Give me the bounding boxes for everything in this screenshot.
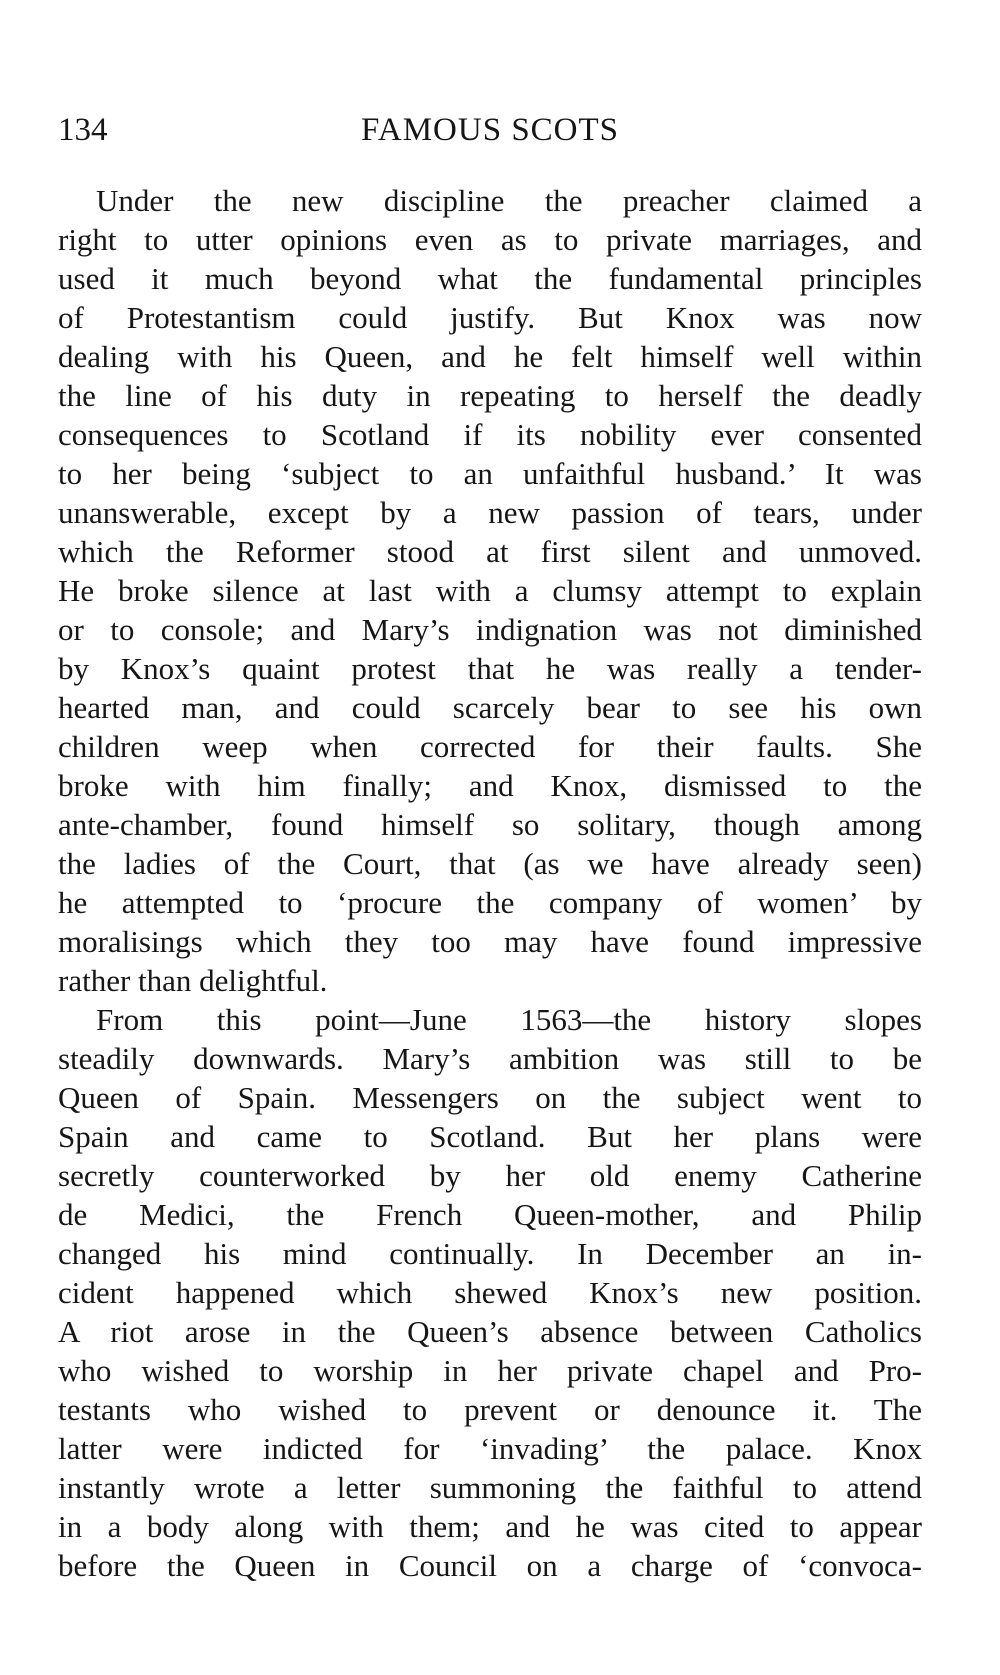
text-line: he attempted to ‘procure the company of women’ by xyxy=(58,885,922,920)
text-line: the line of his duty in repeating to herself the deadly xyxy=(58,378,922,413)
text-line: secretly counterworked by her old enemy Catherine xyxy=(58,1158,922,1193)
text-line: A riot arose in the Queen’s absence between Catholics xyxy=(58,1314,922,1349)
text-line: testants who wished to prevent or denounce it. The xyxy=(58,1392,922,1427)
text-line: to her being ‘subject to an unfaithful husband.’ It was xyxy=(58,456,922,491)
text-line: right to utter opinions even as to private marriages, and xyxy=(58,222,922,257)
text-line: Queen of Spain. Messengers on the subject went to xyxy=(58,1080,922,1115)
text-line: the ladies of the Court, that (as we have already seen) xyxy=(58,846,922,881)
body-text xyxy=(58,181,922,1585)
text-line: by Knox’s quaint protest that he was really a tender- xyxy=(58,651,922,686)
text-line: He broke silence at last with a clumsy attempt to explain xyxy=(58,573,922,608)
text-line: used it much beyond what the fundamental principles xyxy=(58,261,922,296)
paragraph-1 xyxy=(58,181,922,1000)
text-line: steadily downwards. Mary’s ambition was still to be xyxy=(58,1041,922,1076)
text-line: ante-chamber, found himself so solitary, though among xyxy=(58,807,922,842)
text-line: latter were indicted for ‘invading’ the palace. Knox xyxy=(58,1431,922,1466)
text-line: which the Reformer stood at first silent and unmoved. xyxy=(58,534,922,569)
text-line: in a body along with them; and he was cited to appear xyxy=(58,1509,922,1544)
paragraph-2 xyxy=(58,1000,922,1585)
text-line: From this point—June 1563—the history slopes xyxy=(96,1002,922,1037)
text-line: rather than delightful. xyxy=(58,963,328,998)
text-line: Under the new discipline the preacher claimed a xyxy=(96,183,922,218)
running-title: FAMOUS SCOTS xyxy=(360,112,620,148)
text-line: broke with him finally; and Knox, dismissed to the xyxy=(58,768,922,803)
text-line: of Protestantism could justify. But Knox was now xyxy=(58,300,922,335)
text-line: children weep when corrected for their faults. She xyxy=(58,729,922,764)
text-line: de Medici, the French Queen-mother, and Philip xyxy=(58,1197,922,1232)
running-head xyxy=(58,108,922,152)
text-line: before the Queen in Council on a charge of ‘convoca- xyxy=(58,1548,922,1583)
text-line: who wished to worship in her private chapel and Pro- xyxy=(58,1353,922,1388)
text-line: hearted man, and could scarcely bear to see his own xyxy=(58,690,922,725)
text-line: or to console; and Mary’s indignation was not diminished xyxy=(58,612,922,647)
text-line: moralisings which they too may have found impressive xyxy=(58,924,922,959)
text-line: Spain and came to Scotland. But her plans were xyxy=(58,1119,922,1154)
text-line: changed his mind continually. In December an in- xyxy=(58,1236,922,1271)
text-line: dealing with his Queen, and he felt himself well within xyxy=(58,339,922,374)
text-line: consequences to Scotland if its nobility ever consented xyxy=(58,417,922,452)
page-number: 134 xyxy=(58,112,108,148)
text-line: instantly wrote a letter summoning the faithful to attend xyxy=(58,1470,922,1505)
text-line: unanswerable, except by a new passion of tears, under xyxy=(58,495,922,530)
text-line: cident happened which shewed Knox’s new position. xyxy=(58,1275,922,1310)
